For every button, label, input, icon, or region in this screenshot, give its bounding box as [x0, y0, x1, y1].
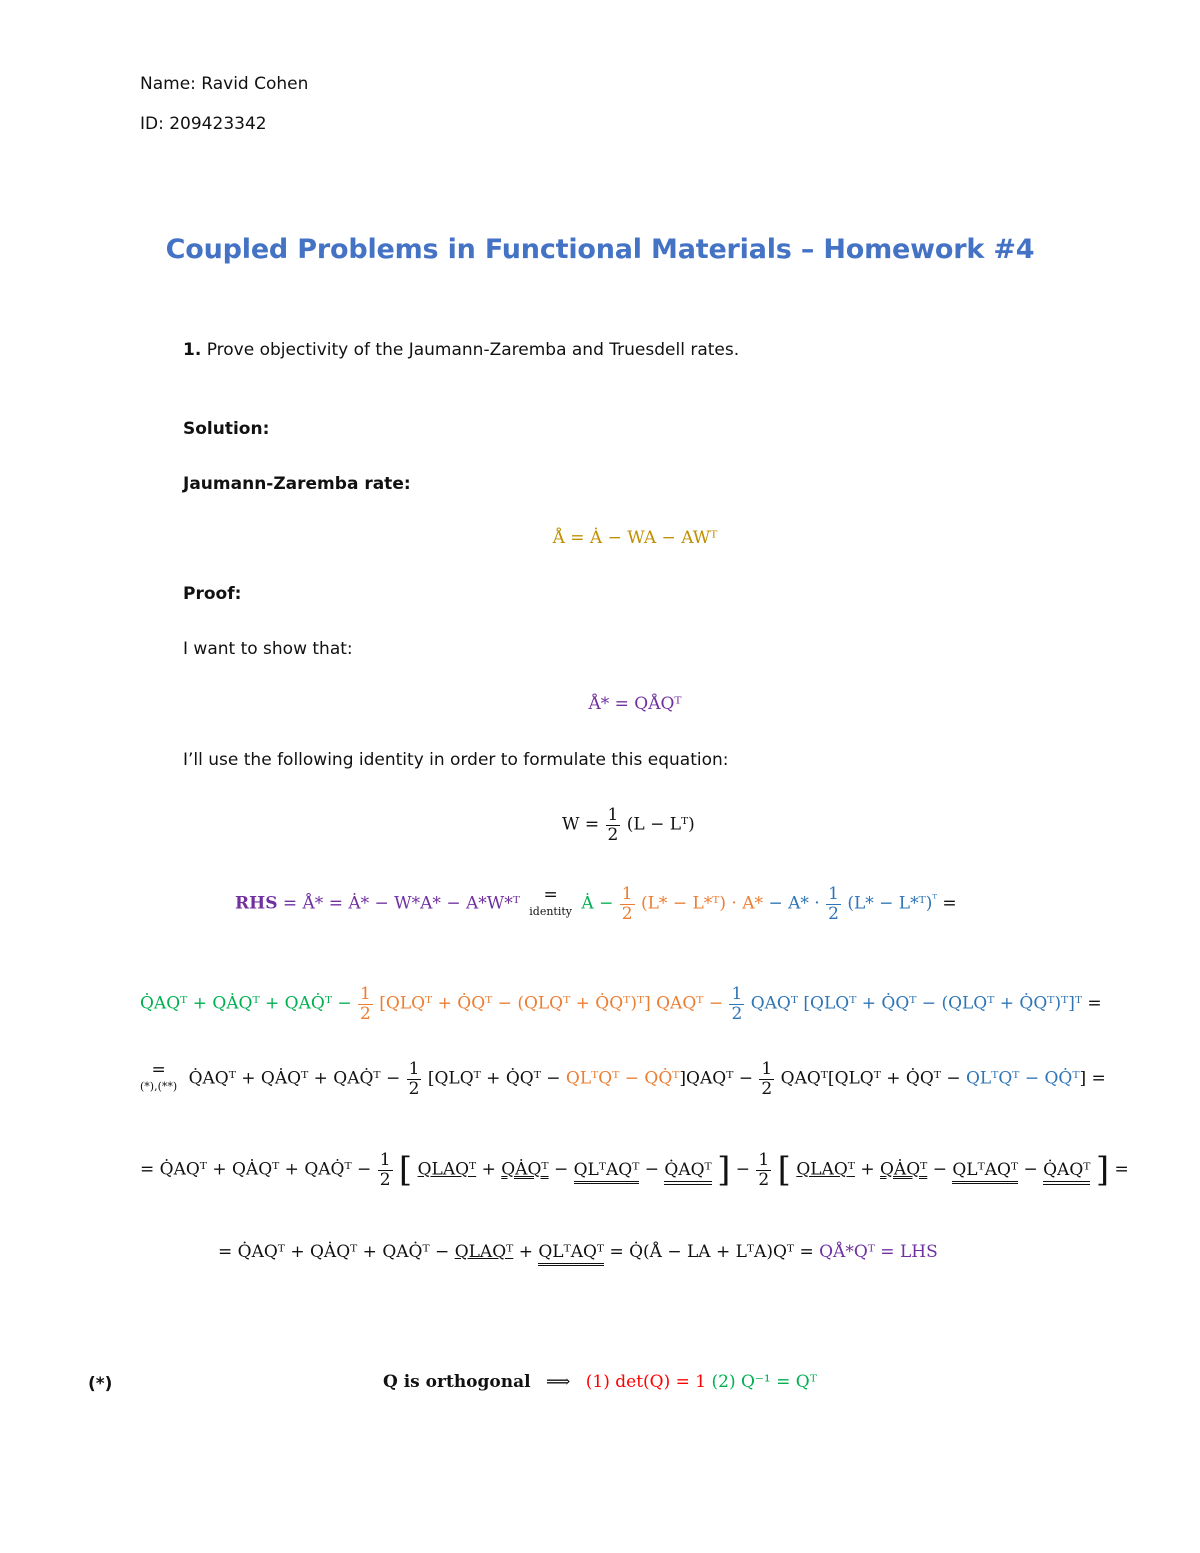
expansion-line-4: = Q̇AQᵀ + QȦQᵀ + QAQ̇ᵀ − $\frac{1}{2}$ [ QLAQᵀ + QȦQᵀ − QLᵀAQᵀ − Q̇AQᵀ ] − $\frac{1}{2}$ [ QLAQᵀ + QȦQᵀ − QLᵀAQᵀ − Q̇AQᵀ ] = — [140, 1149, 1129, 1190]
line4-term2: QȦQᵀ — [501, 1159, 549, 1180]
proof-label: Proof: — [183, 584, 242, 604]
question-text: Prove objectivity of the Jaumann-Zaremba and Truesdell rates. — [206, 340, 740, 360]
line4-a: = Q̇AQᵀ + QȦQᵀ + QAQ̇ᵀ − — [140, 1159, 372, 1180]
line3-eq-ref: = (*),(**) — [140, 1060, 178, 1093]
line2-end: = — [1087, 993, 1102, 1014]
student-id: ID: 209423342 — [140, 114, 267, 134]
line3-b: [QLQᵀ + Q̇Qᵀ − — [427, 1068, 561, 1089]
line3-e: ] = — [1079, 1068, 1106, 1089]
line5-term2: QLᵀAQᵀ — [538, 1242, 604, 1266]
line2-orange: [QLQᵀ + Q̇Qᵀ − (QLQᵀ + Q̇Qᵀ)ᵀ] QAQᵀ − — [379, 993, 724, 1014]
line4-term8: Q̇AQᵀ — [1043, 1160, 1090, 1185]
line3-b-orange: QLᵀQᵀ − QQ̇ᵀ — [565, 1068, 680, 1089]
expansion-line-2 — [140, 985, 1102, 1023]
want-text: I want to show that: — [183, 639, 353, 659]
rhs-part2c: − A* · — [768, 893, 820, 914]
rhs-end: = — [942, 893, 957, 914]
rhs-label: RHS — [235, 893, 278, 914]
line4-frac1: $\frac{1}{2}$ — [379, 1149, 391, 1190]
rhs-frac2: $\frac{1}{2}$ — [828, 884, 839, 924]
line4-term7: QLᵀAQᵀ — [952, 1160, 1018, 1184]
student-name: Name: Ravid Cohen — [140, 74, 309, 94]
question-1 — [183, 340, 739, 360]
line4-term1: QLAQᵀ — [417, 1159, 477, 1180]
rhs-part2b: (L* − L*ᵀ) · A* — [641, 893, 764, 914]
identity-lhs: W = — [562, 814, 600, 835]
goal-equation: Å* = QÅQᵀ — [588, 694, 682, 714]
line3-c: ]QAQᵀ − — [679, 1068, 753, 1089]
line2-green: Q̇AQᵀ + QȦQᵀ + QAQ̇ᵀ − — [140, 993, 352, 1014]
line4-term5: QLAQᵀ — [796, 1159, 855, 1180]
rhs-part2a: Ȧ − — [581, 893, 614, 914]
identity-rhs: (L − Lᵀ) — [626, 814, 695, 835]
orthogonality-line — [383, 1372, 817, 1392]
star-note: (*) — [88, 1374, 113, 1394]
line4-term6: QȦQᵀ — [879, 1159, 928, 1180]
line2-frac1: $\frac{1}{2}$ — [360, 984, 371, 1024]
question-number: 1. — [183, 340, 202, 360]
orth-text: Q is orthogonal — [383, 1372, 531, 1392]
orth-inverse: (2) Q⁻¹ = Qᵀ — [711, 1372, 817, 1392]
line4-frac2: $\frac{1}{2}$ — [758, 1149, 770, 1190]
orth-arrow: ⟹ — [546, 1372, 571, 1392]
rhs-frac1: $\frac{1}{2}$ — [621, 884, 633, 924]
page-title: Coupled Problems in Functional Materials – Homework #4 — [165, 234, 1035, 265]
solution-label: Solution: — [183, 419, 270, 439]
line3-a: Q̇AQᵀ + QȦQᵀ + QAQ̇ᵀ − — [188, 1068, 401, 1089]
orth-det: (1) det(Q) = 1 — [585, 1372, 707, 1392]
line2-frac2: $\frac{1}{2}$ — [731, 984, 743, 1024]
line3-frac2: $\frac{1}{2}$ — [761, 1059, 773, 1099]
line5-a: = Q̇AQᵀ + QȦQᵀ + QAQ̇ᵀ − — [218, 1242, 450, 1262]
line3-frac1: $\frac{1}{2}$ — [408, 1059, 420, 1099]
rhs-part2d: (L* − L*ᵀ) — [847, 893, 933, 914]
w-identity — [562, 806, 695, 844]
line5-term1: QLAQᵀ — [454, 1242, 514, 1262]
line4-end: = — [1114, 1159, 1129, 1180]
line3-d: QAQᵀ[QLQᵀ + Q̇Qᵀ − — [780, 1068, 961, 1089]
line5-lhs: QÅ*Qᵀ = LHS — [819, 1242, 938, 1262]
jaumann-rate-equation: Å = Ȧ − WA − AWᵀ — [552, 528, 718, 548]
line4-term3: QLᵀAQᵀ — [574, 1160, 640, 1184]
rhs-part1: = Å* = Ȧ* − W*A* − A*W*ᵀ — [282, 893, 520, 914]
line3-d-blue: QLᵀQᵀ − QQ̇ᵀ — [965, 1068, 1080, 1089]
line4-term4: Q̇AQᵀ — [664, 1160, 711, 1185]
line5-b: = Q̇(Å − LA + LᵀA)Qᵀ = — [609, 1242, 814, 1262]
jaumann-label: Jaumann-Zaremba rate: — [183, 474, 411, 494]
expansion-line-5: = Q̇AQᵀ + QȦQᵀ + QAQ̇ᵀ − QLAQᵀ + QLᵀAQᵀ = Q̇(Å − LA + LᵀA)Qᵀ = QÅ*Qᵀ = LHS — [218, 1242, 938, 1262]
line2-blue: QAQᵀ [QLQᵀ + Q̇Qᵀ − (QLQᵀ + Q̇Qᵀ)ᵀ]ᵀ — [750, 993, 1082, 1014]
identity-fraction: $\frac{1}{2}$ — [607, 805, 619, 845]
expansion-line-3 — [140, 1060, 1106, 1098]
identity-intro: I’ll use the following identity in order to formulate this equation: — [183, 750, 729, 770]
identity-eq: = identity — [529, 885, 573, 918]
rhs-line: RHS = Å* = Ȧ* − W*A* − A*W*ᵀ = identity Ȧ − $\frac{1}{2}$ (L* − L*ᵀ) · A* − A* · $\frac{1}{2}$ (L* − L*ᵀ)$^ᵀ$ = — [235, 884, 957, 924]
